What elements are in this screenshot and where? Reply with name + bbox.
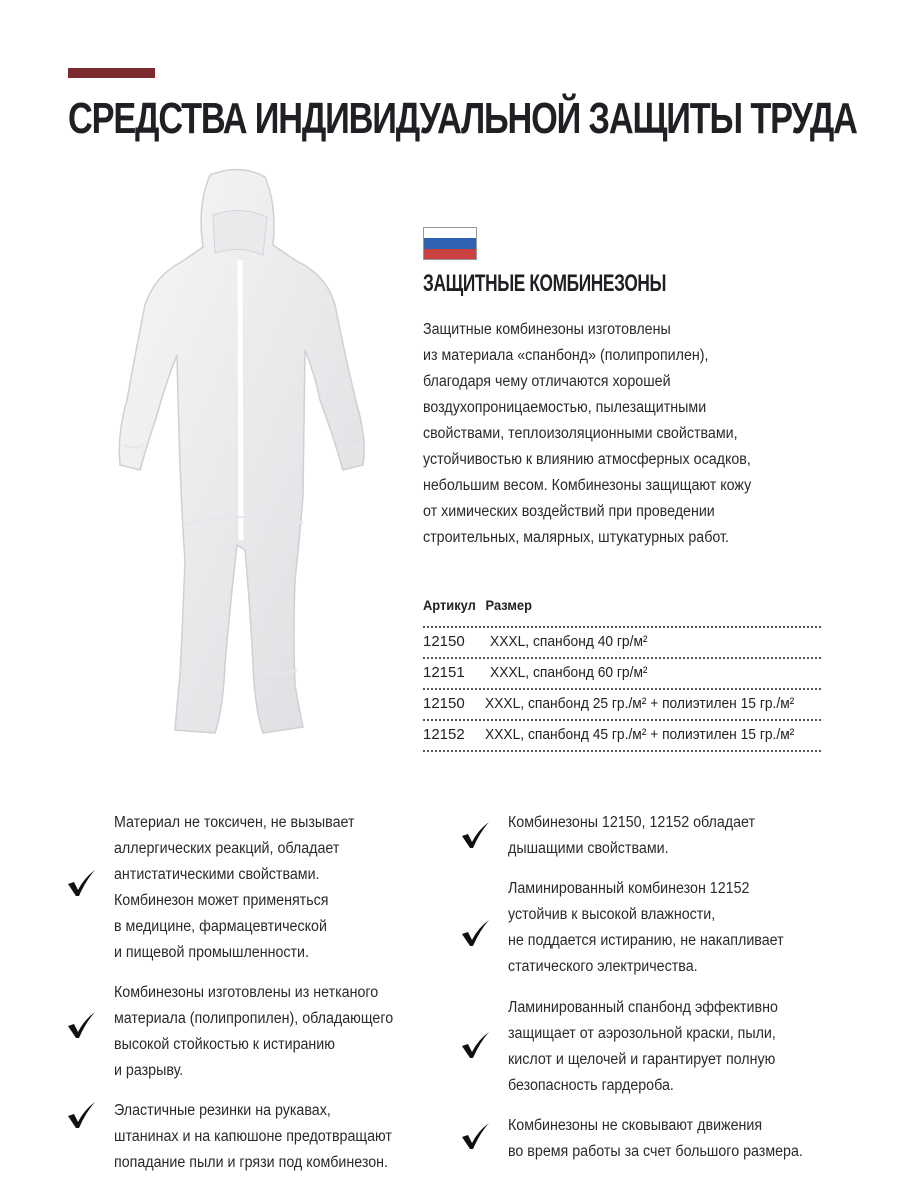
cell-article: 12151: [423, 663, 465, 681]
divider: [423, 750, 821, 752]
cell-size: XXXL, спанбонд 45 гр./м² + полиэтилен 15 гр./м²: [484, 725, 795, 743]
table-row: [423, 690, 821, 716]
description-line: благодаря чему отличаются хорошей: [423, 373, 671, 390]
cell-article: 12150: [423, 632, 465, 650]
description-line: свойствами, теплоизоляционными свойствами,: [423, 425, 738, 442]
description-line: воздухопроницаемостью, пылезащитными: [423, 399, 707, 416]
checkmark-icon: [66, 1100, 96, 1130]
checkmark-icon: [460, 918, 490, 948]
description-line: строительных, малярных, штукатурных работ.: [423, 529, 729, 546]
description-line: Защитные комбинезоны изготовлены: [423, 321, 671, 338]
table-row: [423, 721, 821, 747]
section-title: ЗАЩИТНЫЕ КОМБИНЕЗОНЫ: [423, 270, 667, 297]
checkmark-icon: [460, 1121, 490, 1151]
table-row: [423, 628, 821, 654]
checkmark-icon: [66, 1010, 96, 1040]
checkmark-icon: [460, 1030, 490, 1060]
header-size: Размер: [485, 597, 532, 613]
table-row: [423, 659, 821, 685]
checkmark-icon: [460, 820, 490, 850]
russia-flag-icon: [423, 227, 477, 260]
cell-article: 12150: [423, 694, 465, 712]
description-line: небольшим весом. Комбинезоны защищают кожу: [423, 477, 752, 494]
description-line: устойчивостью к влиянию атмосферных осадков,: [423, 451, 751, 468]
product-description: [423, 317, 843, 551]
description-line: от химических воздействий при проведении: [423, 503, 715, 520]
table-header: [423, 593, 789, 617]
description-line: из материала «спанбонд» (полипропилен),: [423, 347, 709, 364]
page-title: СРЕДСТВА ИНДИВИДУАЛЬНОЙ ЗАЩИТЫ ТРУДА: [68, 94, 857, 143]
cell-size: XXXL, спанбонд 25 гр./м² + полиэтилен 15 гр./м²: [484, 694, 795, 712]
cell-size: XXXL, спанбонд 40 гр/м²: [490, 632, 648, 650]
header-article: Артикул: [423, 597, 476, 613]
cell-article: 12152: [423, 725, 465, 743]
spec-table: [423, 593, 821, 752]
checkmark-icon: [66, 868, 96, 898]
coverall-image: [95, 165, 385, 750]
accent-bar: [68, 68, 155, 78]
cell-size: XXXL, спанбонд 60 гр/м²: [490, 663, 648, 681]
